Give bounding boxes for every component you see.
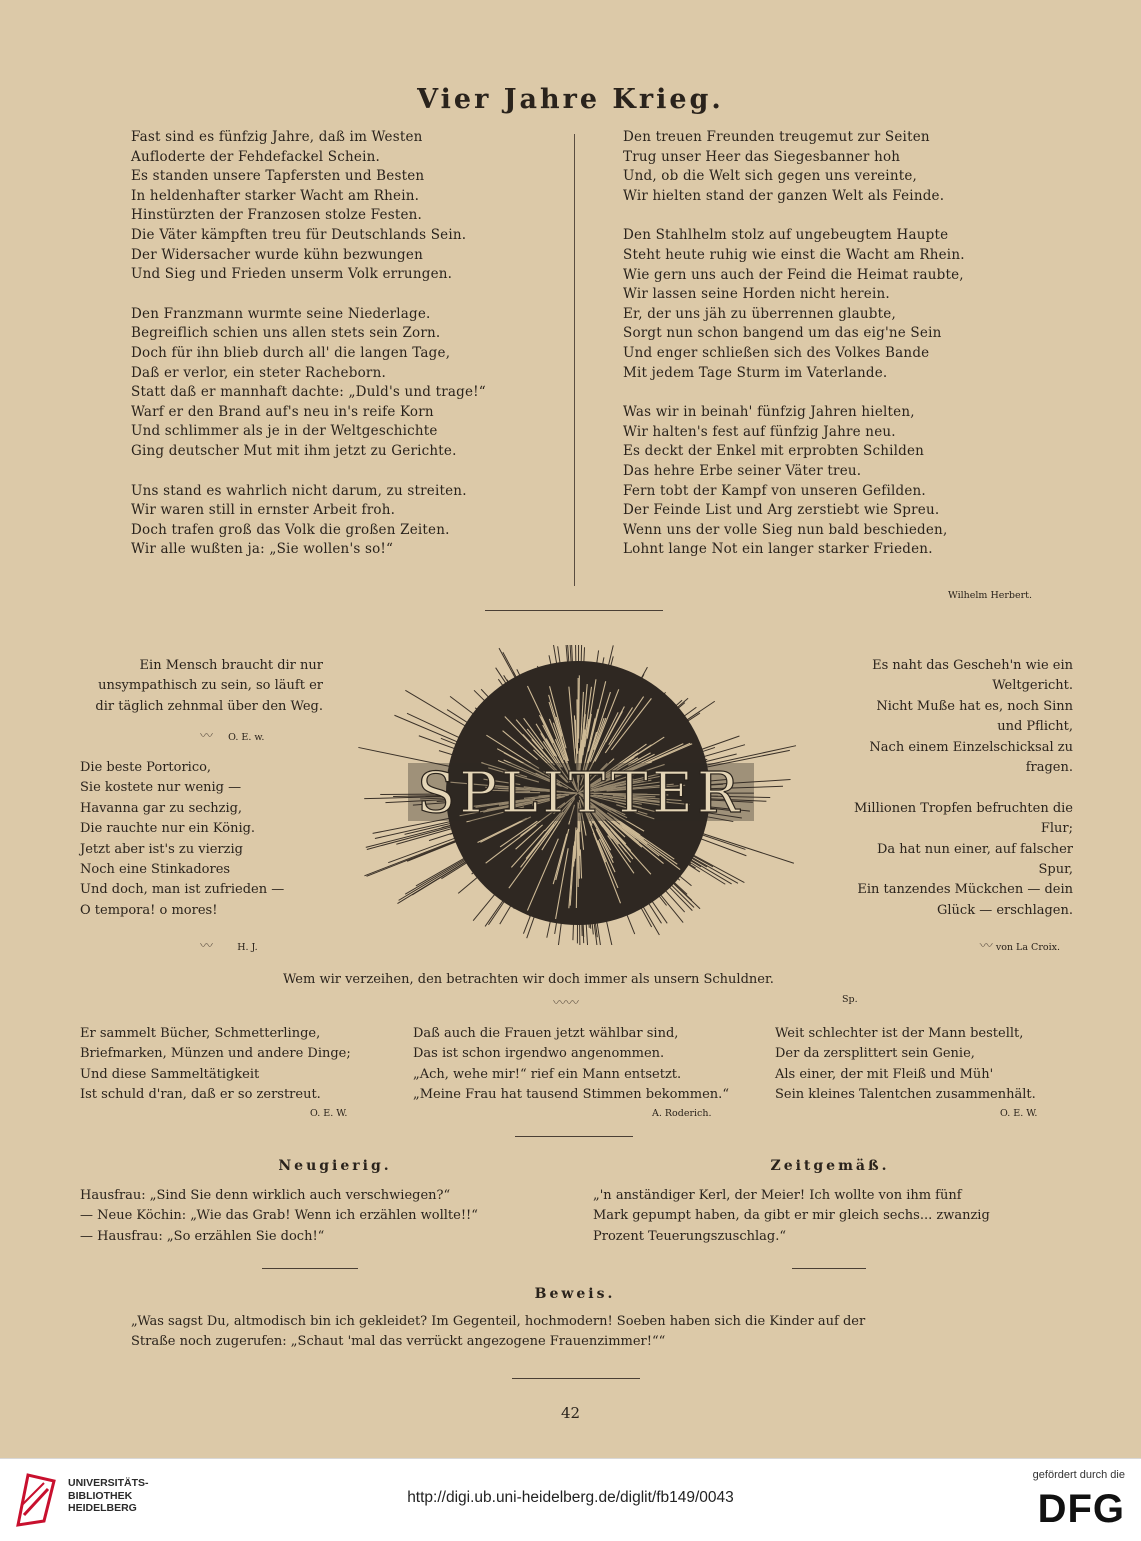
source-url-link[interactable]: http://digi.ub.uni-heidelberg.de/diglit/fb149/0043: [0, 1489, 1141, 1507]
verse-line: Und diese Sammeltätigkeit: [80, 1065, 351, 1085]
poem-line: Wir alle wußten ja: „Sie wollen's so!“: [131, 540, 486, 560]
poem-line: Der Feinde List und Arg zerstiebt wie Spreu.: [623, 501, 965, 521]
poem-line: Es standen unsere Tapfersten und Besten: [131, 167, 486, 187]
splitter-left-poem: [80, 758, 284, 921]
verse-line: Glück — erschlagen.: [800, 901, 1073, 921]
poem-line: Wir halten's fest auf fünfzig Jahre neu.: [623, 423, 965, 443]
poem-line: Aufloderte der Fehdefackel Schein.: [131, 148, 486, 168]
poem-line: Und, ob die Welt sich gegen uns vereinte,: [623, 167, 965, 187]
separator-rule: [512, 1378, 640, 1379]
poem-line: Wir waren still in ernster Arbeit froh.: [131, 501, 486, 521]
dialog-line: Prozent Teuerungszuschlag.“: [593, 1227, 990, 1247]
library-name-line: HEIDELBERG: [68, 1502, 149, 1515]
verse-line: und Pflicht,: [800, 717, 1073, 737]
verse-line: Noch eine Stinkadores: [80, 860, 284, 880]
poem-column-divider: [574, 134, 575, 586]
poem-line: Der Widersacher wurde kühn bezwungen: [131, 246, 486, 266]
poem-line: Fern tobt der Kampf von unseren Gefilden.: [623, 482, 965, 502]
splitter-emblem: [352, 645, 812, 945]
dialog-line: „'n anständiger Kerl, der Meier! Ich wollte von ihm fünf: [593, 1186, 990, 1206]
verse-line: [800, 778, 1073, 798]
poem-line: Doch für ihn blieb durch all' die langen Tage,: [131, 344, 486, 364]
library-name-line: UNIVERSITÄTS-: [68, 1477, 149, 1490]
verse-line: Spur,: [800, 860, 1073, 880]
poem-line: Sorgt nun schon bangend um das eig'ne Sein: [623, 324, 965, 344]
viewer-footer: [0, 1458, 1141, 1541]
short-poem-1: [80, 1024, 351, 1106]
signature: H. J.: [237, 942, 257, 953]
splitter-right-signature: [930, 935, 1060, 954]
aphorism-line: unsympathisch zu sein, so läuft er: [40, 676, 323, 696]
verse-line: Sie kostete nur wenig —: [80, 778, 284, 798]
beweis-heading: Beweis.: [500, 1286, 650, 1302]
poem-line: Es deckt der Enkel mit erprobten Schilden: [623, 442, 965, 462]
poem-line: Steht heute ruhig wie einst die Wacht am Rhein.: [623, 246, 965, 266]
poem-line: Und Sieg und Frieden unserm Volk errungen.: [131, 265, 486, 285]
wave-ornament: 〰〰: [553, 992, 579, 1011]
verse-line: Es naht das Gescheh'n wie ein: [800, 656, 1073, 676]
poem-line: Wir hielten stand der ganzen Welt als Feinde.: [623, 187, 965, 207]
verse-line: O tempora! o mores!: [80, 901, 284, 921]
verse-line: Nach einem Einzelschicksal zu: [800, 738, 1073, 758]
poem-line: Warf er den Brand auf's neu in's reife Korn: [131, 403, 486, 423]
verse-line: Weit schlechter ist der Mann bestellt,: [775, 1024, 1036, 1044]
verse-line: Er sammelt Bücher, Schmetterlinge,: [80, 1024, 351, 1044]
poem-line: In heldenhafter starker Wacht am Rhein.: [131, 187, 486, 207]
verse-line: Ein tanzendes Mückchen — dein: [800, 880, 1073, 900]
dialog-line: „Was sagst Du, altmodisch bin ich gekleidet? Im Gegenteil, hochmodern! Soeben haben sich die Kinder auf der: [131, 1312, 865, 1332]
verse-line: Briefmarken, Münzen und andere Dinge;: [80, 1044, 351, 1064]
library-name-line: BIBLIOTHEK: [68, 1490, 149, 1503]
dialog-line: — Hausfrau: „So erzählen Sie doch!“: [80, 1227, 478, 1247]
poem-line: Er, der uns jäh zu überrennen glaubte,: [623, 305, 965, 325]
stanza-gap: [623, 383, 965, 403]
poem-line: Uns stand es wahrlich nicht darum, zu streiten.: [131, 482, 486, 502]
separator-rule: [792, 1268, 866, 1269]
verse-line: Nicht Muße hat es, noch Sinn: [800, 697, 1073, 717]
page-number: 42: [0, 1404, 1141, 1422]
short-poem-3: [775, 1024, 1036, 1106]
poem-line: Ging deutscher Mut mit ihm jetzt zu Gerichte.: [131, 442, 486, 462]
verse-line: Flur;: [800, 819, 1073, 839]
aphorism-signature: Sp.: [842, 994, 858, 1005]
verse-line: Daß auch die Frauen jetzt wählbar sind,: [413, 1024, 729, 1044]
beweis-text: [131, 1312, 865, 1353]
poem-line: Doch trafen groß das Volk die großen Zeiten.: [131, 521, 486, 541]
verse-line: Das ist schon irgendwo angenommen.: [413, 1044, 729, 1064]
verse-line: fragen.: [800, 758, 1073, 778]
funding-note: gefördert durch die: [1033, 1469, 1125, 1481]
poem-author: Wilhelm Herbert.: [860, 590, 1032, 601]
verse-line: Sein kleines Talentchen zusammenhält.: [775, 1085, 1036, 1105]
poem-line: Trug unser Heer das Siegesbanner hoh: [623, 148, 965, 168]
poem-line: Die Väter kämpften treu für Deutschlands Sein.: [131, 226, 486, 246]
verse-line: Als einer, der mit Fleiß und Müh': [775, 1065, 1036, 1085]
separator-rule: [485, 610, 663, 611]
verse-line: Da hat nun einer, auf falscher: [800, 840, 1073, 860]
aphorism-line: dir täglich zehnmal über den Weg.: [40, 697, 323, 717]
poem-right-column: [623, 128, 965, 560]
short-poem-3-signature: O. E. W.: [1000, 1108, 1037, 1119]
stanza-gap: [131, 462, 486, 482]
neugierig-heading: Neugierig.: [270, 1158, 400, 1174]
poem-line: Den Stahlhelm stolz auf ungebeugtem Haupte: [623, 226, 965, 246]
poem-line: Wie gern uns auch der Feind die Heimat raubte,: [623, 266, 965, 286]
dfg-logo[interactable]: DFG: [1038, 1487, 1125, 1532]
verse-line: Havanna gar zu sechzig,: [80, 799, 284, 819]
poem-line: Daß er verlor, ein steter Racheborn.: [131, 364, 486, 384]
separator-rule: [262, 1268, 358, 1269]
zeitgemaess-text: [593, 1186, 990, 1247]
short-poem-2: [413, 1024, 729, 1106]
dialog-line: Mark gepumpt haben, da gibt er mir gleich sechs... zwanzig: [593, 1206, 990, 1226]
wave-ornament: 〰: [200, 939, 213, 954]
poem-line: Wir lassen seine Horden nicht herein.: [623, 285, 965, 305]
poem-line: Das hehre Erbe seiner Väter treu.: [623, 462, 965, 482]
verse-line: Jetzt aber ist's zu vierzig: [80, 840, 284, 860]
splitter-left-aphorism-signature: [200, 725, 264, 744]
poem-line: Wenn uns der volle Sieg nun bald beschieden,: [623, 521, 965, 541]
short-poem-1-signature: O. E. W.: [310, 1108, 347, 1119]
stanza-gap: [623, 206, 965, 226]
verse-line: Die beste Portorico,: [80, 758, 284, 778]
dialog-line: — Neue Köchin: „Wie das Grab! Wenn ich erzählen wollte!!“: [80, 1206, 478, 1226]
verse-line: „Meine Frau hat tausend Stimmen bekommen.“: [413, 1085, 729, 1105]
poem-line: Lohnt lange Not ein langer starker Frieden.: [623, 540, 965, 560]
zeitgemaess-heading: Zeitgemäß.: [760, 1158, 900, 1174]
dialog-line: Straße noch zugerufen: „Schaut 'mal das verrückt angezogene Frauenzimmer!““: [131, 1332, 865, 1352]
splitter-banner: SPLITTER: [417, 761, 743, 826]
verse-line: Und doch, man ist zufrieden —: [80, 880, 284, 900]
splitter-right-poem: [800, 656, 1073, 921]
signature: O. E. w.: [228, 732, 264, 743]
page-title: Vier Jahre Krieg.: [0, 84, 1141, 115]
wave-ornament: 〰: [980, 939, 993, 954]
verse-line: Millionen Tropfen befruchten die: [800, 799, 1073, 819]
verse-line: „Ach, wehe mir!“ rief ein Mann entsetzt.: [413, 1065, 729, 1085]
signature: von La Croix.: [996, 942, 1060, 953]
stanza-gap: [131, 285, 486, 305]
dialog-line: Hausfrau: „Sind Sie denn wirklich auch verschwiegen?“: [80, 1186, 478, 1206]
poem-line: Was wir in beinah' fünfzig Jahren hielten,: [623, 403, 965, 423]
splitter-left-aphorism: [40, 656, 323, 717]
poem-line: Mit jedem Tage Sturm im Vaterlande.: [623, 364, 965, 384]
poem-line: Hinstürzten der Franzosen stolze Festen.: [131, 206, 486, 226]
splitter-left-poem-signature: [200, 935, 258, 954]
poem-line: Fast sind es fünfzig Jahre, daß im Westen: [131, 128, 486, 148]
neugierig-text: [80, 1186, 478, 1247]
separator-rule: [515, 1136, 633, 1137]
poem-line: Und enger schließen sich des Volkes Bande: [623, 344, 965, 364]
verse-line: Die rauchte nur ein König.: [80, 819, 284, 839]
aphorism-line: Ein Mensch braucht dir nur: [40, 656, 323, 676]
verse-line: Ist schuld d'ran, daß er so zerstreut.: [80, 1085, 351, 1105]
short-poem-2-signature: A. Roderich.: [652, 1108, 712, 1119]
poem-line: Den treuen Freunden treugemut zur Seiten: [623, 128, 965, 148]
wave-ornament: 〰: [200, 729, 213, 744]
poem-line: Statt daß er mannhaft dachte: „Duld's und trage!“: [131, 383, 486, 403]
poem-line: Und schlimmer als je in der Weltgeschichte: [131, 422, 486, 442]
aphorism: Wem wir verzeihen, den betrachten wir doch immer als unsern Schuldner.: [283, 970, 774, 990]
poem-line: Begreiflich schien uns allen stets sein Zorn.: [131, 324, 486, 344]
verse-line: Weltgericht.: [800, 676, 1073, 696]
verse-line: Der da zersplittert sein Genie,: [775, 1044, 1036, 1064]
poem-line: Den Franzmann wurmte seine Niederlage.: [131, 305, 486, 325]
poem-left-column: [131, 128, 486, 560]
